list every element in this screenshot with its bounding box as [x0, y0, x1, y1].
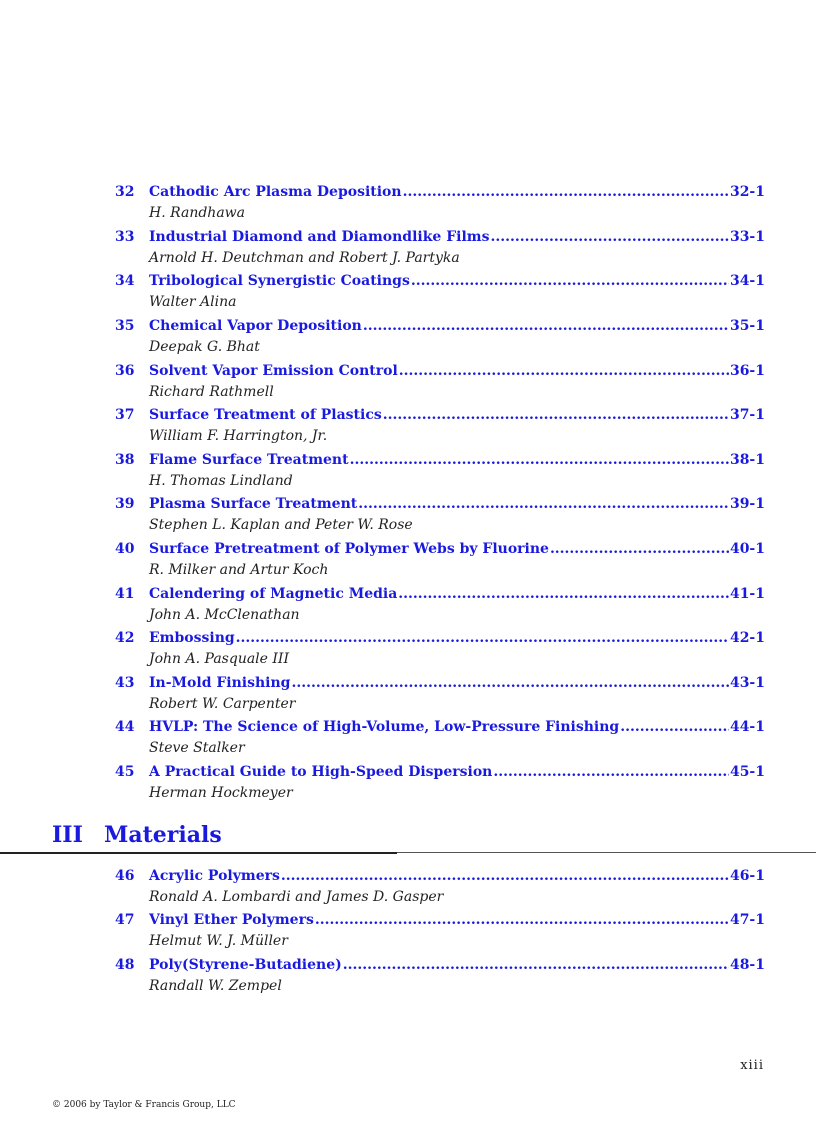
leader-dots [399, 361, 729, 381]
page-ref[interactable]: 39-1 [729, 496, 765, 512]
chapter-number: 47 [115, 912, 135, 928]
page-ref[interactable]: 42-1 [729, 630, 765, 646]
chapter-title[interactable]: Embossing [149, 630, 235, 646]
chapter-number: 43 [115, 675, 135, 691]
chapter-number: 41 [115, 586, 135, 602]
page-ref[interactable]: 36-1 [729, 363, 765, 379]
leader-dots [343, 955, 729, 975]
entry-line[interactable] [115, 717, 765, 737]
entry-line[interactable] [115, 361, 765, 381]
leader-dots [281, 866, 729, 886]
chapter-authors: Robert W. Carpenter [149, 696, 296, 712]
leader-dots [490, 227, 728, 247]
chapter-authors: William F. Harrington, Jr. [149, 428, 328, 444]
chapter-authors: Ronald A. Lombardi and James D. Gasper [149, 889, 444, 905]
chapter-authors: H. Randhawa [149, 205, 245, 221]
leader-dots [363, 316, 729, 336]
chapter-title[interactable]: Acrylic Polymers [149, 868, 280, 884]
chapter-authors: H. Thomas Lindland [149, 473, 293, 489]
chapter-title[interactable]: Surface Treatment of Plastics [149, 407, 382, 423]
chapter-authors: Deepak G. Bhat [149, 339, 260, 355]
entry-line[interactable] [115, 271, 765, 291]
copyright-notice: © 2006 by Taylor & Francis Group, LLC [52, 1100, 236, 1110]
leader-dots [403, 182, 729, 202]
chapter-title[interactable]: Calendering of Magnetic Media [149, 586, 398, 602]
chapter-title[interactable]: Cathodic Arc Plasma Deposition [149, 184, 402, 200]
chapter-title[interactable]: Industrial Diamond and Diamondlike Films [149, 229, 490, 245]
leader-dots [236, 628, 729, 648]
chapter-authors: John A. Pasquale III [149, 651, 289, 667]
chapter-authors: Walter Alina [149, 294, 237, 310]
page-ref[interactable]: 48-1 [729, 957, 765, 973]
chapter-title[interactable]: Chemical Vapor Deposition [149, 318, 362, 334]
chapter-number: 38 [115, 452, 135, 468]
leader-dots [350, 450, 729, 470]
entry-line[interactable] [115, 762, 765, 782]
chapter-authors: Richard Rathmell [149, 384, 274, 400]
part-heading[interactable] [52, 820, 222, 854]
chapter-number: 37 [115, 407, 135, 423]
chapter-number: 48 [115, 957, 135, 973]
leader-dots [383, 405, 729, 425]
chapter-number: 35 [115, 318, 135, 334]
chapter-title[interactable]: Tribological Synergistic Coatings [149, 273, 410, 289]
part-title[interactable]: Materials [104, 822, 222, 848]
entry-line[interactable] [115, 227, 765, 247]
entry-line[interactable] [115, 673, 765, 693]
page-ref[interactable]: 47-1 [729, 912, 765, 928]
chapter-number: 36 [115, 363, 135, 379]
chapter-title[interactable]: In-Mold Finishing [149, 675, 291, 691]
entry-line[interactable] [115, 628, 765, 648]
page-ref[interactable]: 37-1 [729, 407, 765, 423]
chapter-title[interactable]: Solvent Vapor Emission Control [149, 363, 398, 379]
entry-line[interactable] [115, 910, 765, 930]
chapter-title[interactable]: Vinyl Ether Polymers [149, 912, 314, 928]
leader-dots [411, 271, 729, 291]
chapter-authors: Randall W. Zempel [149, 978, 282, 994]
chapter-number: 32 [115, 184, 135, 200]
chapter-authors: Helmut W. J. Müller [149, 933, 288, 949]
page-ref[interactable]: 35-1 [729, 318, 765, 334]
chapter-title[interactable]: Poly(Styrene-Butadiene) [149, 957, 342, 973]
leader-dots [291, 673, 728, 693]
chapter-authors: Herman Hockmeyer [149, 785, 293, 801]
chapter-authors: Arnold H. Deutchman and Robert J. Partyka [149, 250, 460, 266]
chapter-number: 40 [115, 541, 135, 557]
leader-dots [493, 762, 729, 782]
entry-line[interactable] [115, 955, 765, 975]
leader-dots [398, 584, 729, 604]
chapter-number: 44 [115, 719, 135, 735]
page-ref[interactable]: 33-1 [729, 229, 765, 245]
chapter-title[interactable]: HVLP: The Science of High-Volume, Low-Pressure Finishing [149, 719, 620, 735]
entry-line[interactable] [115, 450, 765, 470]
leader-dots [550, 539, 729, 559]
chapter-authors: Steve Stalker [149, 740, 245, 756]
chapter-number: 45 [115, 764, 135, 780]
chapter-authors: John A. McClenathan [149, 607, 300, 623]
leader-dots [620, 717, 729, 737]
page-ref[interactable]: 32-1 [729, 184, 765, 200]
chapter-number: 39 [115, 496, 135, 512]
part-number: III [52, 822, 83, 848]
page-ref[interactable]: 41-1 [729, 586, 765, 602]
entry-line[interactable] [115, 494, 765, 514]
entry-line[interactable] [115, 584, 765, 604]
entry-line[interactable] [115, 866, 765, 886]
part-divider-accent [0, 852, 397, 854]
page-number: xiii [740, 1058, 764, 1073]
chapter-authors: R. Milker and Artur Koch [149, 562, 329, 578]
chapter-title[interactable]: Surface Pretreatment of Polymer Webs by Fluorine [149, 541, 549, 557]
page-ref[interactable]: 38-1 [729, 452, 765, 468]
page-ref[interactable]: 45-1 [729, 764, 765, 780]
leader-dots [358, 494, 729, 514]
chapter-title[interactable]: Plasma Surface Treatment [149, 496, 358, 512]
leader-dots [315, 910, 729, 930]
page-ref[interactable]: 40-1 [729, 541, 765, 557]
page-ref[interactable]: 34-1 [729, 273, 765, 289]
chapter-number: 46 [115, 868, 135, 884]
chapter-number: 34 [115, 273, 135, 289]
chapter-number: 42 [115, 630, 135, 646]
entry-line[interactable] [115, 182, 765, 202]
entry-line[interactable] [115, 539, 765, 559]
entry-line[interactable] [115, 405, 765, 425]
chapter-number: 33 [115, 229, 135, 245]
chapter-authors: Stephen L. Kaplan and Peter W. Rose [149, 517, 413, 533]
page-ref[interactable]: 43-1 [729, 675, 765, 691]
chapter-title[interactable]: A Practical Guide to High-Speed Dispersion [149, 764, 493, 780]
chapter-title[interactable]: Flame Surface Treatment [149, 452, 349, 468]
page-ref[interactable]: 44-1 [729, 719, 765, 735]
page-ref[interactable]: 46-1 [729, 868, 765, 884]
entry-line[interactable] [115, 316, 765, 336]
